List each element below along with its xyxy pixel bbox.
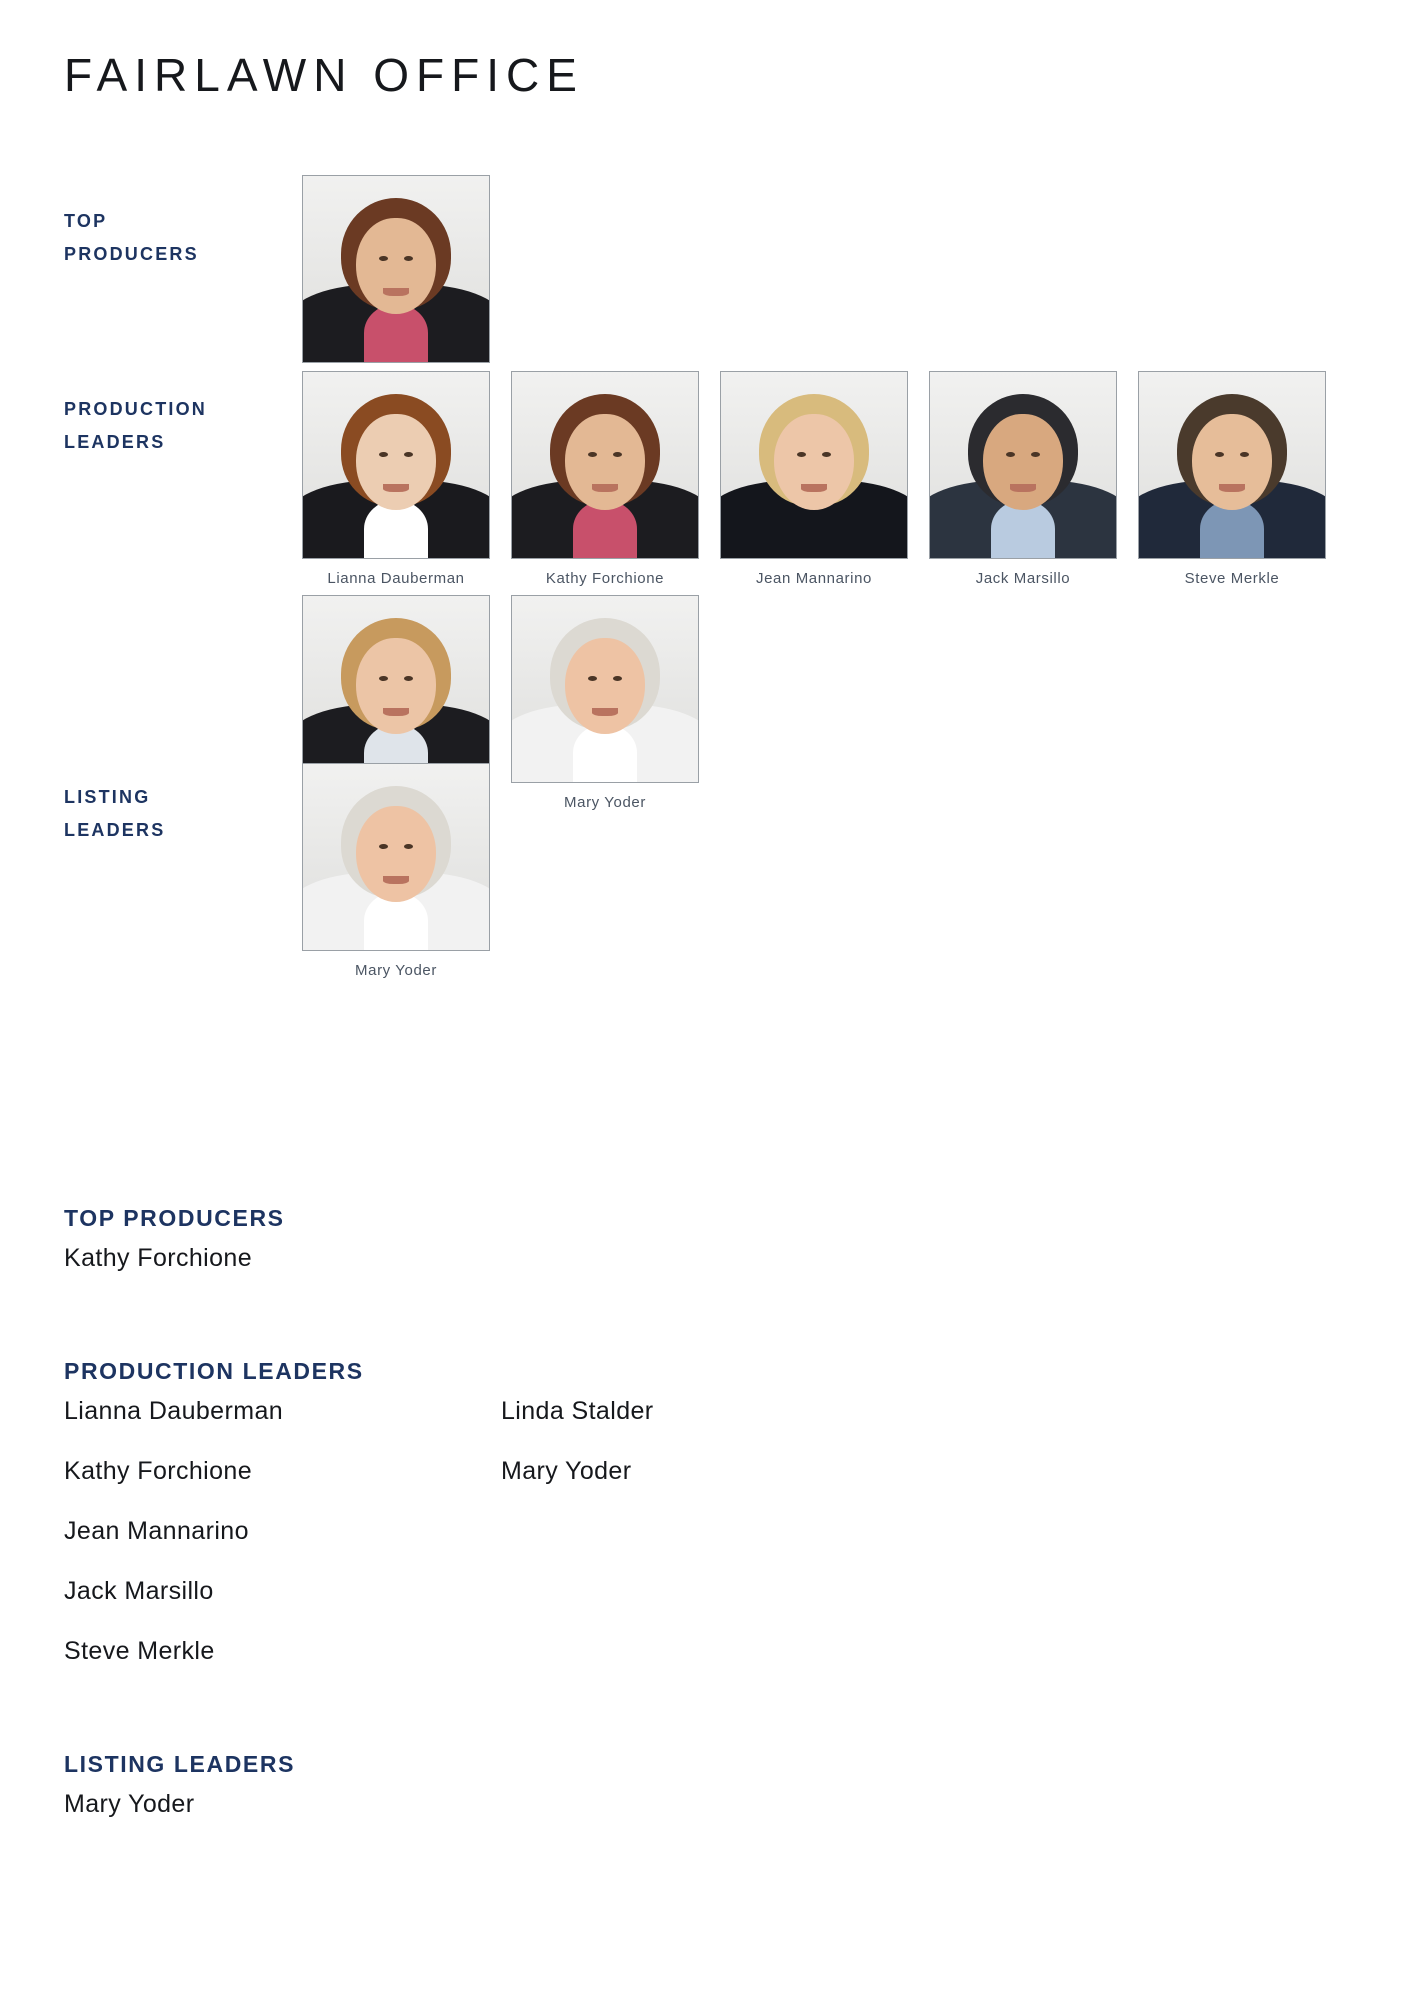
names-production-leaders <box>64 1399 1354 1699</box>
agent-photo-caption: Jack Marsillo <box>975 570 1071 587</box>
agent-name: Jean Mannarino <box>64 1517 249 1545</box>
name-column <box>64 1246 501 1306</box>
agent-photo-card <box>1149 371 1315 587</box>
agent-name: Steve Merkle <box>64 1637 215 1665</box>
agent-photo-card <box>522 371 688 587</box>
agent-photo-card <box>940 371 1106 587</box>
photo-section-label-line2: LEADERS <box>64 820 166 841</box>
photo-frame <box>302 175 490 363</box>
list-heading-production-leaders: PRODUCTION LEADERS <box>64 1358 364 1384</box>
names-top-producers <box>64 1246 1354 1306</box>
agent-name: Kathy Forchione <box>64 1244 253 1272</box>
name-column <box>501 1399 938 1519</box>
page-title: FAIRLAWN OFFICE <box>64 49 584 101</box>
headshot-photo <box>721 372 907 558</box>
headshot-photo <box>512 596 698 782</box>
photo-section-label-line2: PRODUCERS <box>64 244 199 265</box>
photo-block <box>0 175 1414 399</box>
photo-row <box>313 175 1414 399</box>
agent-name: Jack Marsillo <box>64 1577 214 1605</box>
photo-row <box>313 371 1414 595</box>
agent-name: Mary Yoder <box>64 1790 195 1818</box>
photo-frame <box>302 763 490 951</box>
agent-photo-caption: Mary Yoder <box>355 962 437 979</box>
text-listing-section <box>64 1205 1354 1852</box>
photo-frame <box>511 595 699 783</box>
name-column <box>64 1399 501 1699</box>
photo-section-label <box>64 393 314 460</box>
agent-photo-caption: Steve Merkle <box>1184 570 1280 587</box>
agent-photo-caption: Kathy Forchione <box>545 570 665 587</box>
agent-name: Linda Stalder <box>501 1397 654 1425</box>
photo-section-label-line1: TOP <box>64 211 108 231</box>
photo-row <box>313 763 1414 987</box>
agent-name: Lianna Dauberman <box>64 1397 284 1425</box>
agent-photo-card <box>313 371 479 587</box>
photo-frame <box>302 371 490 559</box>
headshot-photo <box>303 764 489 950</box>
headshot-photo <box>512 372 698 558</box>
photo-block <box>0 371 1414 819</box>
list-heading-listing-leaders: LISTING LEADERS <box>64 1751 296 1777</box>
agent-photo-caption: Mary Yoder <box>564 794 646 811</box>
headshot-photo <box>930 372 1116 558</box>
agent-photo-card <box>731 371 897 587</box>
agent-name: Kathy Forchione <box>64 1457 253 1485</box>
headshot-photo <box>303 596 489 782</box>
photo-section-label-line1: PRODUCTION <box>64 399 207 419</box>
photo-frame <box>511 371 699 559</box>
agent-photo-card <box>313 763 479 979</box>
photo-section-label-line2: LEADERS <box>64 432 166 453</box>
photo-section-label <box>64 205 314 272</box>
photo-section-label <box>64 781 314 848</box>
headshot-photo <box>1139 372 1325 558</box>
agent-name: Mary Yoder <box>501 1457 632 1485</box>
photo-block <box>0 763 1414 987</box>
headshot-photo <box>303 372 489 558</box>
photo-frame <box>720 371 908 559</box>
photo-section-label-line1: LISTING <box>64 787 151 807</box>
list-heading-top-producers: TOP PRODUCERS <box>64 1205 285 1231</box>
photo-frame <box>929 371 1117 559</box>
photo-frame <box>1138 371 1326 559</box>
photo-frame <box>302 595 490 783</box>
agent-photo-caption: Jean Mannarino <box>756 570 872 587</box>
names-listing-leaders <box>64 1792 1354 1852</box>
agent-photo-card <box>313 175 479 391</box>
name-column <box>64 1792 501 1852</box>
headshot-photo <box>303 176 489 362</box>
agent-photo-caption: Lianna Dauberman <box>327 570 465 587</box>
